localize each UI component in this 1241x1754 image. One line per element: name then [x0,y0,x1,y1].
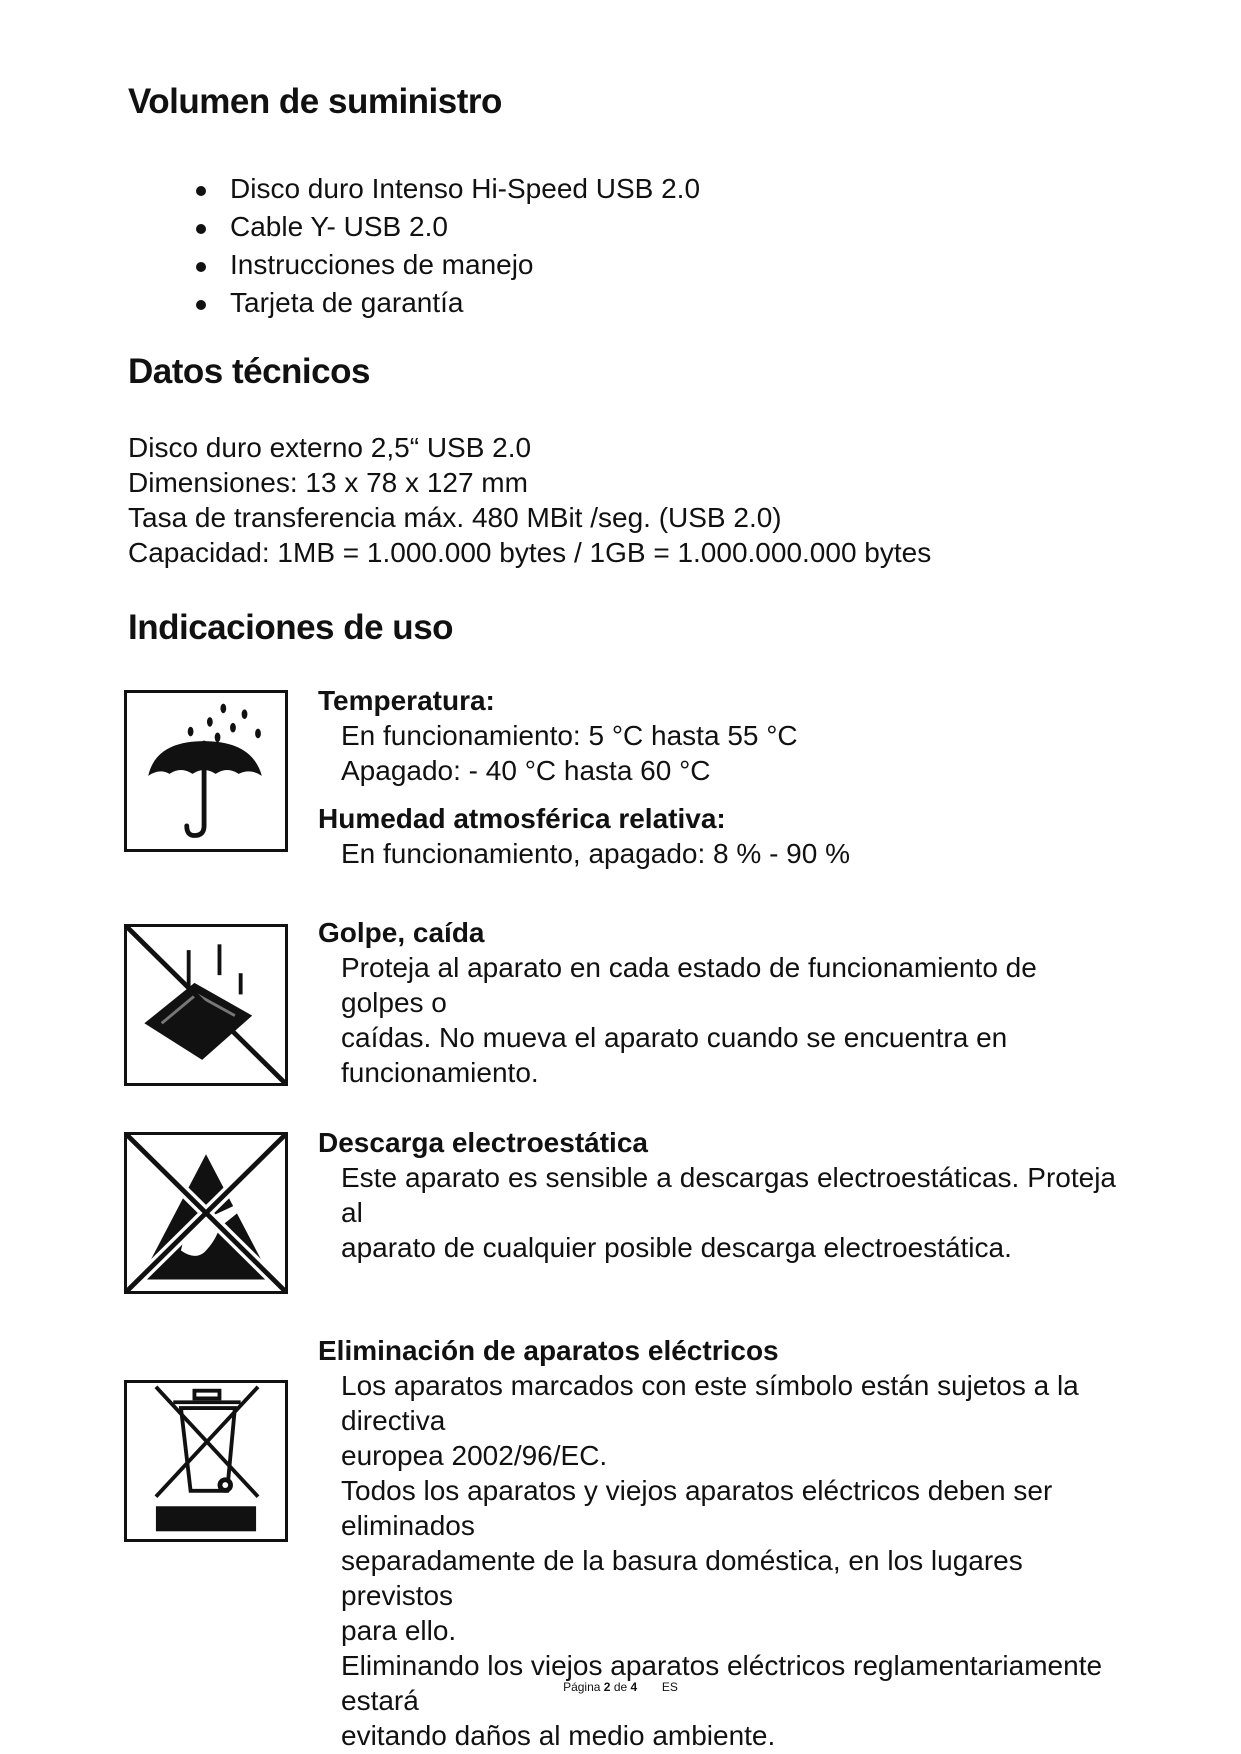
tech-heading: Datos técnicos [128,352,370,391]
spec-line: Capacidad: 1MB = 1.000.000 bytes / 1GB = 1.000.000.000 bytes [128,537,932,568]
disposal-line: Los aparatos marcados con este símbolo están sujetos a la directiva [341,1370,1079,1436]
page-current: 2 [603,1680,611,1694]
disposal-line: separadamente de la basura doméstica, en los lugares previstos [341,1545,1023,1611]
temperature-line: Apagado: - 40 °C hasta 60 °C [341,755,711,786]
disposal-line: Todos los aparatos y viejos aparatos eléctricos deben ser eliminados [341,1475,1053,1541]
list-item: Cable Y- USB 2.0 [196,208,700,246]
esd-line: aparato de cualquier posible descarga electroestática. [341,1232,1012,1263]
shock-line: funcionamiento. [341,1057,539,1088]
esd-title: Descarga electroestática [318,1127,648,1158]
disposal-line: Eliminando los viejos aparatos eléctricos reglamentariamente estará [341,1650,1103,1716]
page-label: Página [563,1680,601,1694]
shock-line: Proteja al aparato en cada estado de funcionamiento de golpes o [341,952,1037,1018]
language-code: ES [661,1680,678,1694]
humidity-line: En funcionamiento, apagado: 8 % - 90 % [341,838,851,869]
esd-warning-icon [124,1132,288,1294]
list-item: Tarjeta de garantía [196,284,700,322]
temperature-line: En funcionamiento: 5 °C hasta 55 °C [341,720,798,751]
usage-heading: Indicaciones de uso [128,608,454,647]
no-shock-icon [124,924,288,1086]
temperature-title: Temperatura: [318,685,495,716]
disposal-line: evitando daños al medio ambiente. [341,1720,776,1751]
keep-dry-icon [124,690,288,852]
shock-title: Golpe, caída [318,917,485,948]
page-footer [0,1680,1241,1694]
temperature-section [318,684,1118,871]
of-label: de [613,1680,628,1694]
shock-section [318,916,1118,1090]
disposal-title: Eliminación de aparatos eléctricos [318,1335,779,1366]
esd-line: Este aparato es sensible a descargas electroestáticas. Proteja al [341,1162,1116,1228]
spec-line: Tasa de transferencia máx. 480 MBit /seg. (USB 2.0) [128,502,782,533]
supply-heading: Volumen de suministro [128,82,502,121]
list-item: Disco duro Intenso Hi-Speed USB 2.0 [196,170,700,208]
weee-bin-icon [124,1380,288,1542]
esd-section [318,1126,1116,1265]
spec-line: Disco duro externo 2,5“ USB 2.0 [128,432,532,463]
spec-line: Dimensiones: 13 x 78 x 127 mm [128,467,528,498]
disposal-line: europea 2002/96/EC. [341,1440,608,1471]
list-item: Instrucciones de manejo [196,246,700,284]
page-total: 4 [630,1680,638,1694]
disposal-line: para ello. [341,1615,457,1646]
supply-list [196,170,700,322]
shock-line: caídas. No mueva el aparato cuando se encuentra en [341,1022,1008,1053]
tech-specs [128,430,931,570]
humidity-title: Humedad atmosférica relativa: [318,803,726,834]
